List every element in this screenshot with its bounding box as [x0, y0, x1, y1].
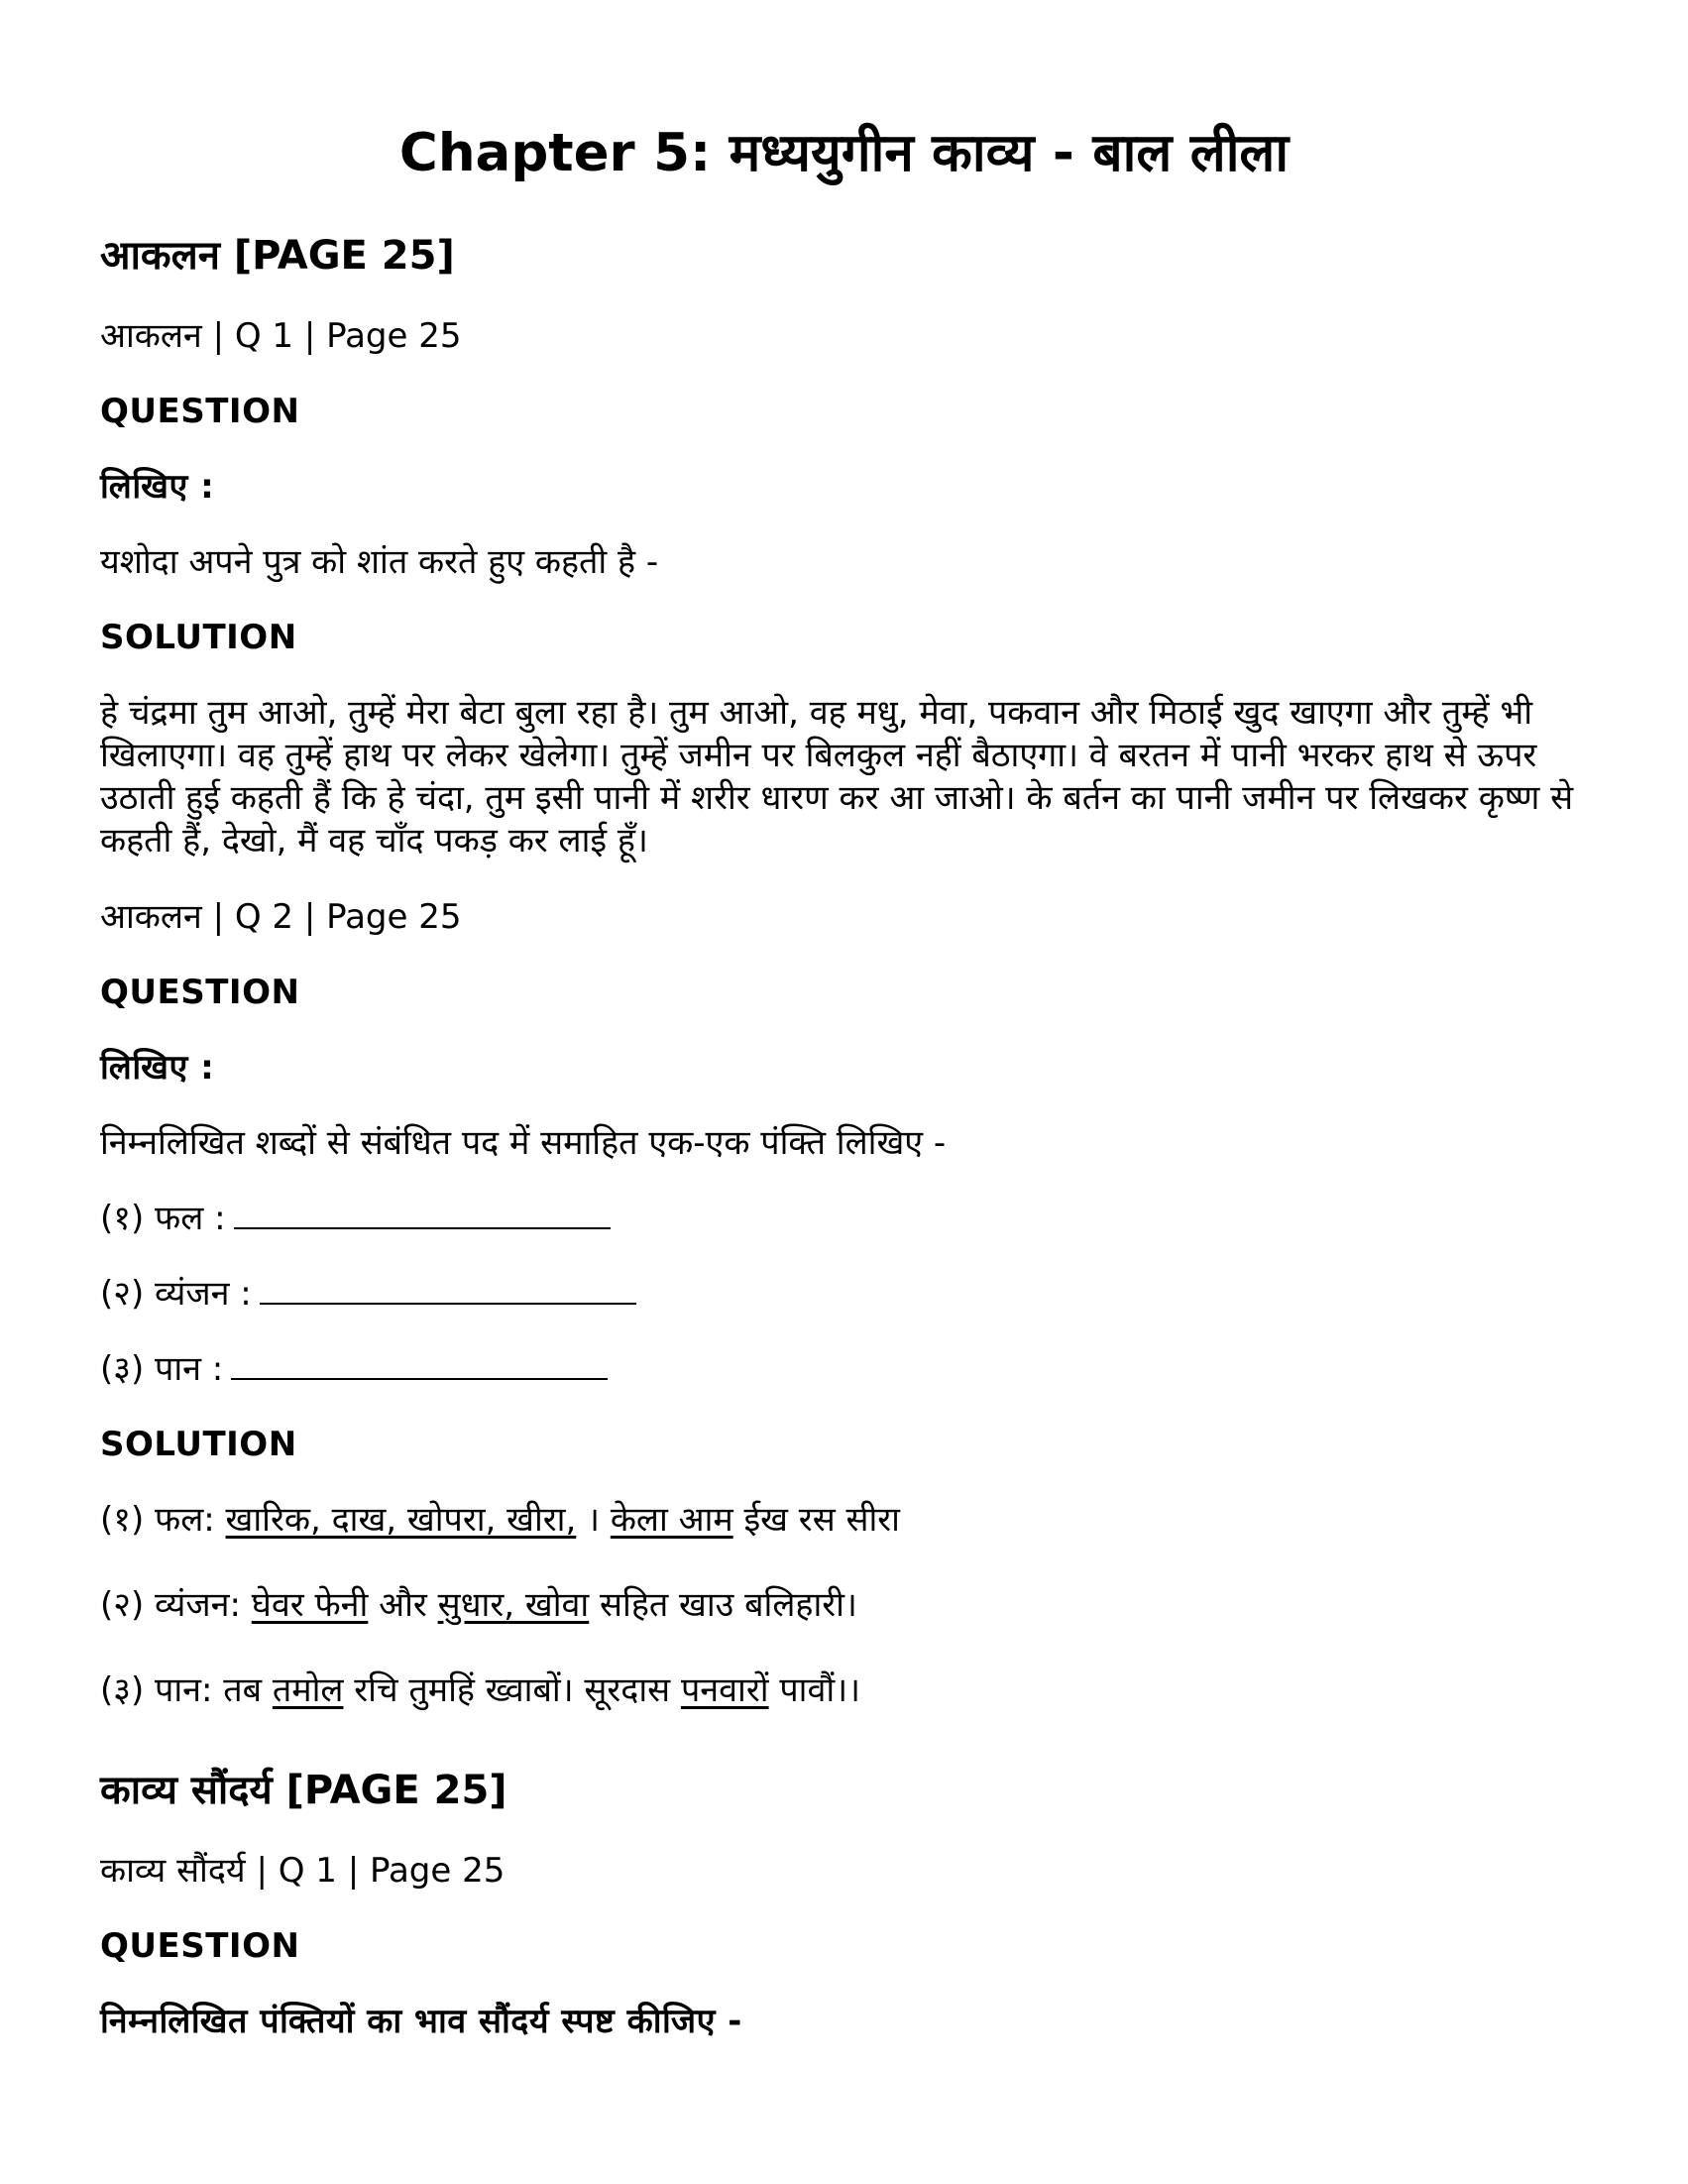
answer-underlined: केला आम: [610, 1500, 733, 1540]
fill-blank-item: [100, 1198, 611, 1239]
answer-text: सहित खाउ बलिहारी।: [589, 1585, 857, 1625]
fill-blank-item: [100, 1348, 608, 1390]
fill-blank-label: (३) पान :: [100, 1349, 224, 1389]
answer-line: [100, 1669, 860, 1711]
answer-text: और: [368, 1585, 438, 1625]
answer-prefix: (२) व्यंजन:: [100, 1585, 252, 1625]
answer-text: ईख रस सीरा: [732, 1500, 900, 1540]
answer-prefix: (३) पान: तब: [100, 1670, 273, 1710]
chapter-title: Chapter 5: मध्ययुगीन काव्य - बाल लीला: [398, 123, 1290, 183]
instruction: लिखिए :: [100, 1048, 215, 1088]
instruction: निम्नलिखित पंक्तियों का भाव सौंदर्य स्पष्ट कीजिए -: [100, 2002, 742, 2041]
question-label: QUESTION: [100, 973, 300, 1012]
section-heading-kavya-saundarya: काव्य सौंदर्य [PAGE 25]: [100, 1768, 507, 1813]
solution-text: हे चंद्रमा तुम आओ, तुम्हें मेरा बेटा बुला रहा है। तुम आओ, वह मधु, मेवा, पकवान और मिठाई खुद खाएगा और तुम्हें भी खिलाएगा। वह तुम्हें हाथ पर लेकर खेलेगा। तुम्हें जमीन पर बिलकुल नहीं बैठाएगा। वे बरतन में पानी भरकर हाथ से ऊपर उठाती हुई कहती हैं कि हे चंदा, तुम इसी पानी में शरीर धारण कर आ जाओ। के बर्तन का पानी जमीन पर लिखकर कृष्ण से कहती हैं, देखो, मैं वह चाँद पकड़ कर लाई हूँ।: [100, 693, 1574, 861]
question-prompt: यशोदा अपने पुत्र को शांत करते हुए कहती है -: [100, 542, 659, 582]
blank-line: [231, 1348, 608, 1380]
solution-label: SOLUTION: [100, 1425, 297, 1464]
fill-blank-label: (२) व्यंजन :: [100, 1274, 252, 1314]
answer-line: [100, 1584, 857, 1626]
answer-underlined: तमोल: [272, 1670, 344, 1710]
section-heading-aakalan: आकलन [PAGE 25]: [100, 233, 455, 279]
answer-text: ।: [576, 1500, 611, 1540]
blank-line: [260, 1273, 636, 1305]
answer-underlined: खारिक, दाख, खोपरा, खीरा,: [225, 1500, 577, 1540]
question-meta: आकलन | Q 1 | Page 25: [100, 316, 462, 356]
answer-prefix: (१) फल:: [100, 1500, 226, 1540]
fill-blank-item: [100, 1273, 636, 1315]
question-label: QUESTION: [100, 392, 300, 431]
question-label: QUESTION: [100, 1926, 300, 1966]
question-prompt: निम्नलिखित शब्दों से संबंधित पद में समाहित एक-एक पंक्ति लिखिए -: [100, 1123, 947, 1163]
answer-underlined: घेवर फेनी: [251, 1585, 369, 1625]
answer-text: रचि तुमहिं ख्वाबों। सूरदास: [343, 1670, 681, 1710]
question-meta: आकलन | Q 2 | Page 25: [100, 897, 462, 937]
answer-underlined: सुधार, खोवा: [437, 1585, 590, 1625]
answer-text: पावौं।।: [768, 1670, 860, 1710]
answer-line: [100, 1499, 900, 1541]
solution-label: SOLUTION: [100, 618, 297, 657]
fill-blank-label: (१) फल :: [100, 1199, 226, 1238]
instruction: लिखिए :: [100, 467, 215, 507]
blank-line: [234, 1198, 611, 1229]
question-meta: काव्य सौंदर्य | Q 1 | Page 25: [100, 1851, 506, 1891]
answer-underlined: पनवारों: [680, 1670, 769, 1710]
